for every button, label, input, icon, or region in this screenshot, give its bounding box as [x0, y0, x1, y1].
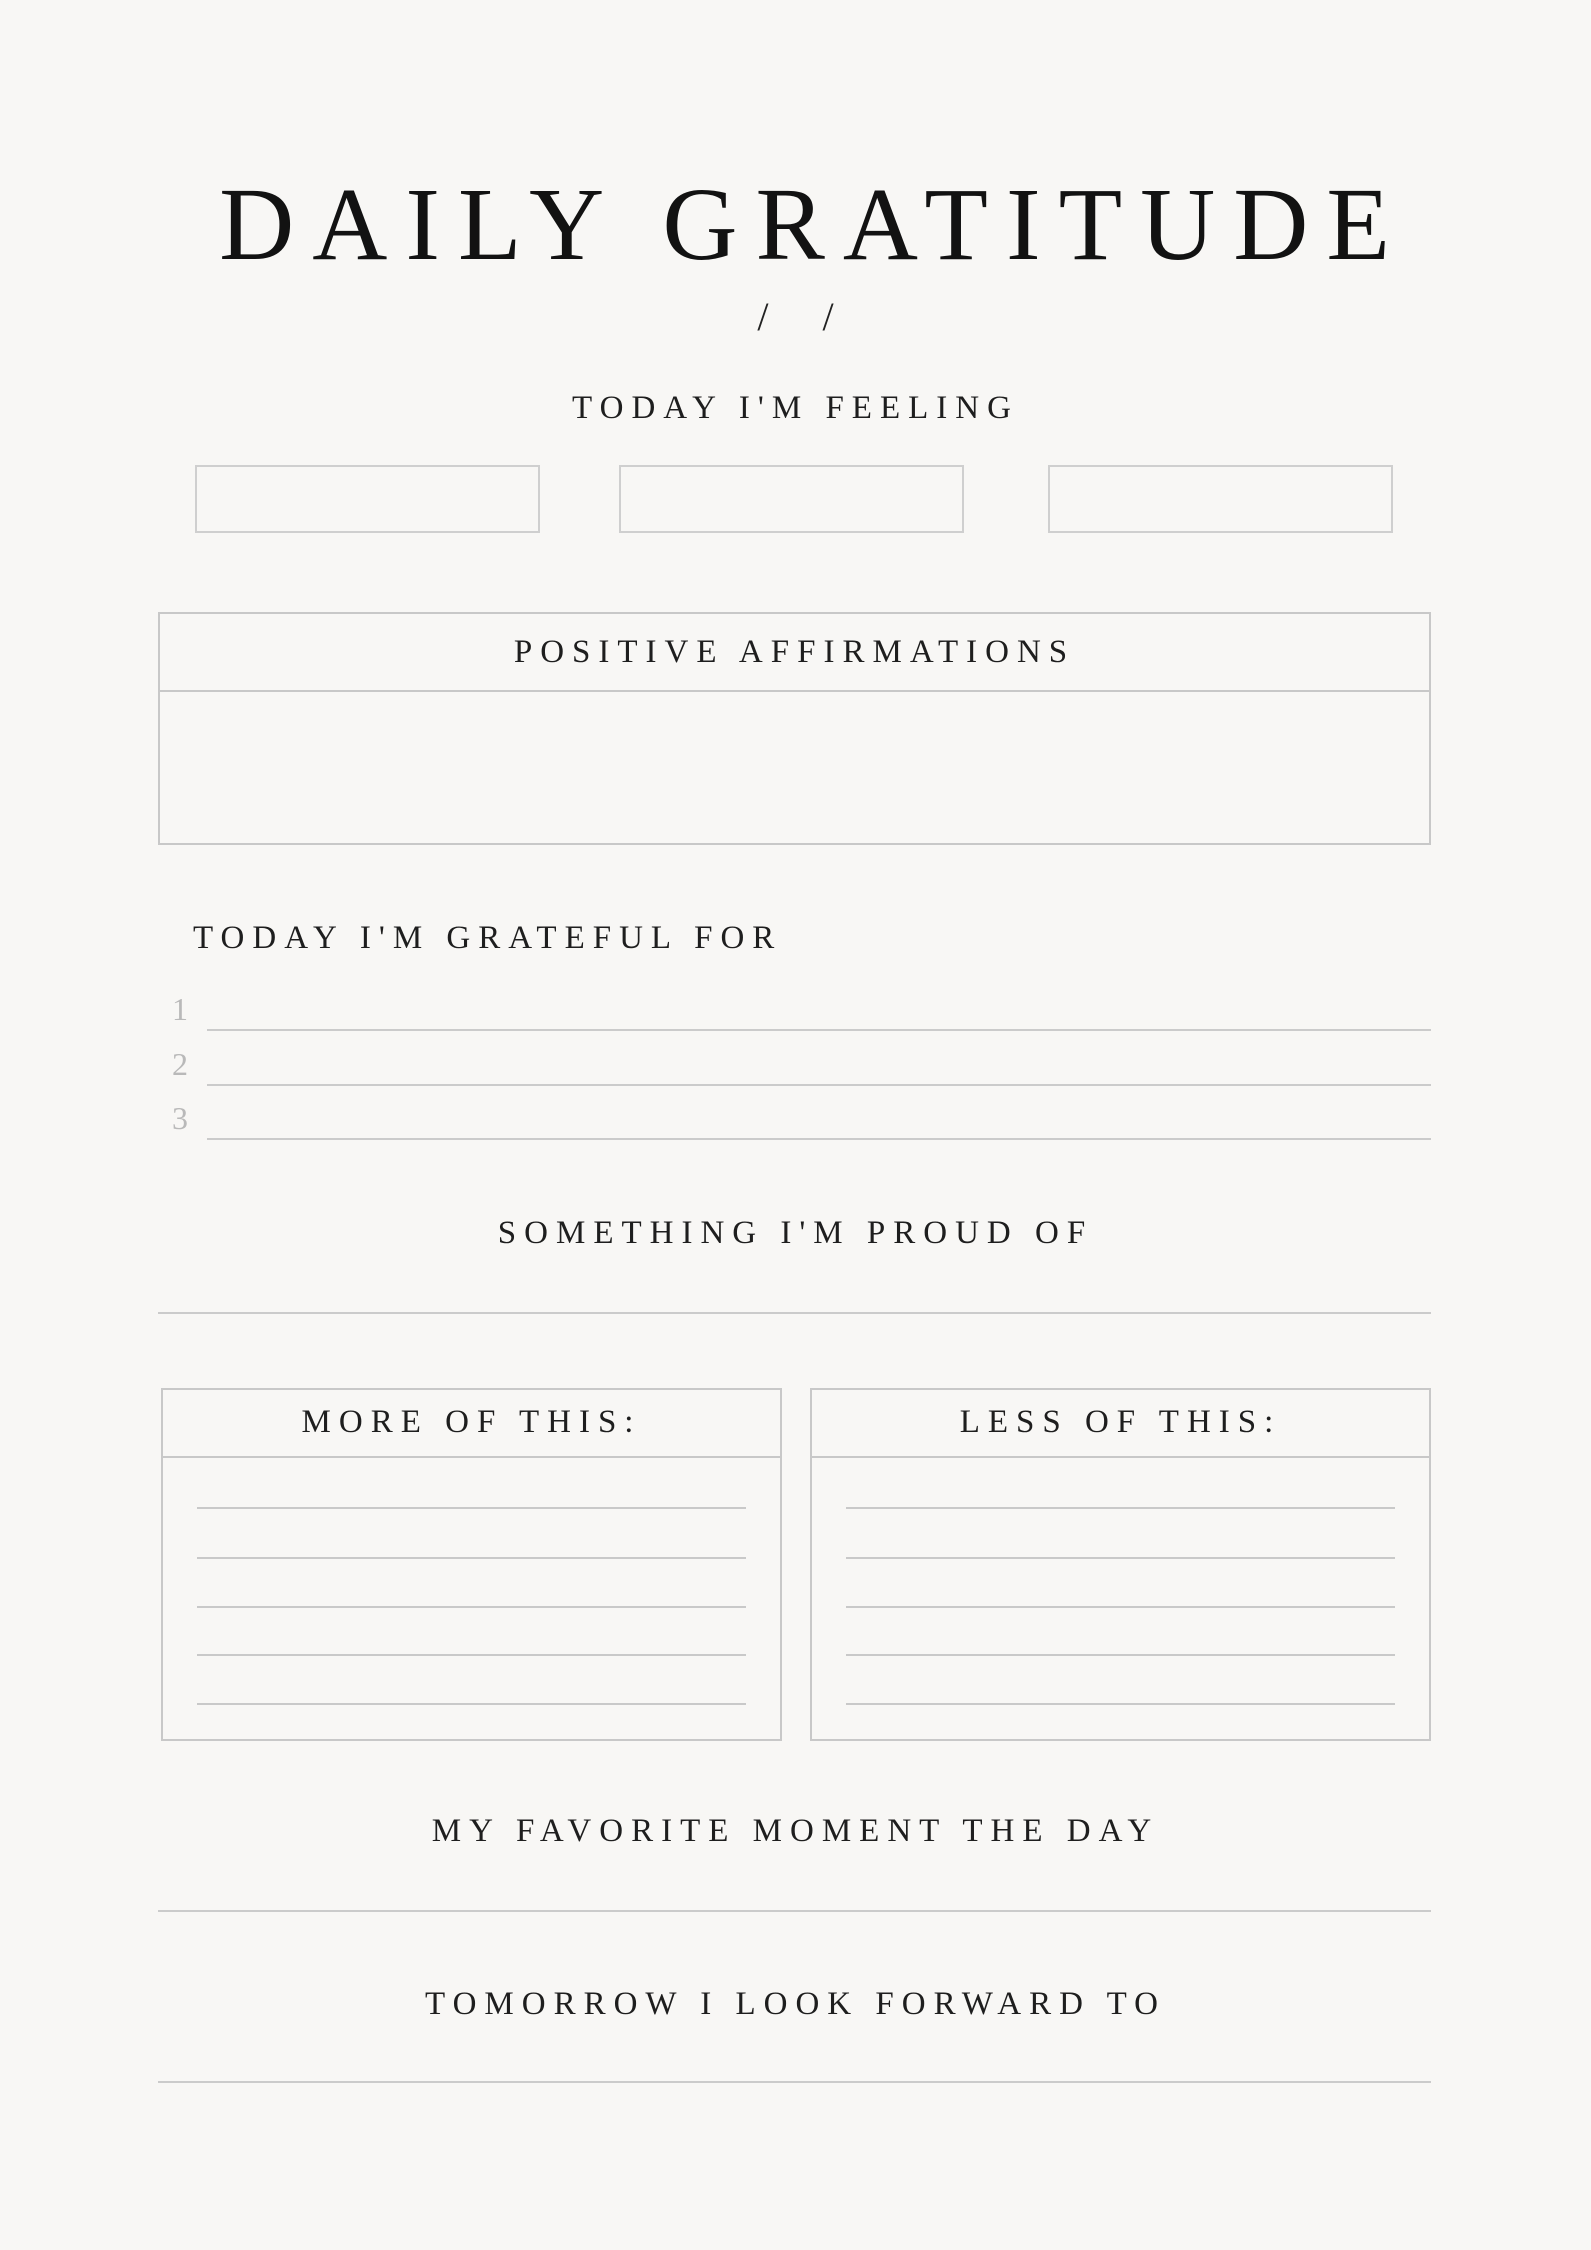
page-title: DAILY GRATITUDE [219, 167, 1408, 282]
more-of-this-header: MORE OF THIS: [163, 1390, 780, 1458]
more-line-5[interactable] [197, 1703, 746, 1705]
feeling-box-1[interactable] [195, 465, 540, 533]
favorite-moment-line[interactable] [158, 1910, 1431, 1912]
more-line-2[interactable] [197, 1557, 746, 1559]
less-line-3[interactable] [846, 1606, 1395, 1608]
less-line-2[interactable] [846, 1557, 1395, 1559]
less-line-4[interactable] [846, 1654, 1395, 1656]
grateful-number-3: 3 [172, 1100, 188, 1136]
affirmations-header: POSITIVE AFFIRMATIONS [160, 614, 1429, 692]
more-line-4[interactable] [197, 1654, 746, 1656]
tomorrow-label: TOMORROW I LOOK FORWARD TO [425, 1986, 1166, 2022]
less-line-1[interactable] [846, 1507, 1395, 1509]
favorite-moment-label: MY FAVORITE MOMENT THE DAY [431, 1813, 1160, 1849]
grateful-line-1[interactable] [207, 1029, 1431, 1031]
feeling-label: TODAY I'M FEELING [572, 390, 1019, 426]
proud-label: SOMETHING I'M PROUD OF [497, 1215, 1094, 1251]
affirmations-box[interactable] [158, 612, 1431, 845]
tomorrow-line[interactable] [158, 2081, 1431, 2083]
grateful-number-1: 1 [172, 991, 188, 1027]
more-line-1[interactable] [197, 1507, 746, 1509]
grateful-line-3[interactable] [207, 1138, 1431, 1140]
more-line-3[interactable] [197, 1606, 746, 1608]
grateful-line-2[interactable] [207, 1084, 1431, 1086]
less-of-this-header: LESS OF THIS: [812, 1390, 1429, 1458]
proud-line[interactable] [158, 1312, 1431, 1314]
less-of-this-box[interactable] [810, 1388, 1431, 1741]
date-field[interactable]: / / [757, 294, 834, 339]
grateful-number-2: 2 [172, 1046, 188, 1082]
less-line-5[interactable] [846, 1703, 1395, 1705]
feeling-box-3[interactable] [1048, 465, 1393, 533]
feeling-box-2[interactable] [619, 465, 964, 533]
grateful-label: TODAY I'M GRATEFUL FOR [193, 920, 783, 956]
more-of-this-box[interactable] [161, 1388, 782, 1741]
